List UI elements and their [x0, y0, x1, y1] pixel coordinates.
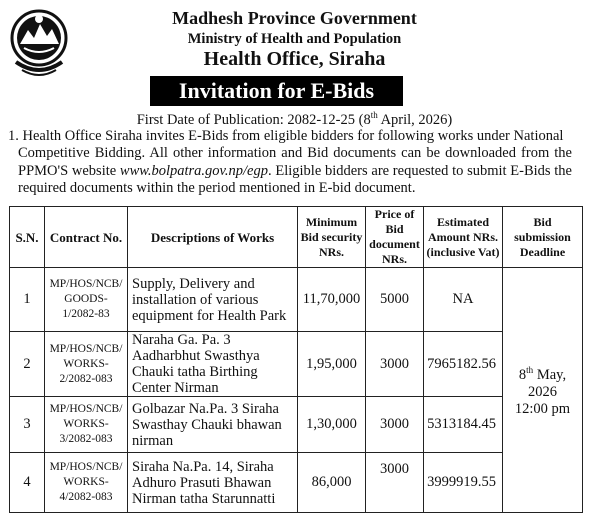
row-security: 1,95,000: [298, 332, 366, 397]
row-sn: 2: [10, 332, 45, 397]
row-amount: 7965182.56: [424, 332, 503, 397]
ministry-title: Ministry of Health and Population: [187, 31, 402, 47]
row-contract: MP/HOS/NCB/ WORKS- 2/2082-083: [45, 332, 128, 397]
row-sn: 3: [10, 397, 45, 453]
header-price: Price of Bid document NRs.: [366, 207, 424, 268]
row-security: 1,30,000: [298, 397, 366, 453]
website-link[interactable]: www.bolpatra.gov.np/egp: [119, 162, 268, 179]
province-title: Madhesh Province Government: [172, 8, 417, 28]
row-amount: 3999919.55: [424, 453, 503, 513]
row-price: 3000: [366, 397, 424, 453]
row-amount: 5313184.45: [424, 397, 503, 453]
deadline-cell: 8th May, 2026 12:00 pm: [503, 268, 583, 513]
header-contract: Contract No.: [45, 207, 128, 268]
table-row: [10, 453, 583, 513]
notice-paragraph: 1. Health Office Siraha invites E-Bids from eligible bidders for following works under National Competitive Bidding. All other information and Bid documents can be downloaded from the PPMO'S website www.bolpatra.gov.np/egp. Eligible bidders are requested to submit E-Bids the required documents within the period mentioned in E-bid document.: [8, 128, 572, 197]
row-security: 86,000: [298, 453, 366, 513]
table-row: [10, 397, 583, 453]
row-contract: MP/HOS/NCB/ GOODS- 1/2082-83: [45, 268, 128, 332]
table-row: [10, 268, 583, 332]
table-header-row: [10, 207, 583, 268]
header-security: Minimum Bid security NRs.: [298, 207, 366, 268]
row-price: 3000: [366, 332, 424, 397]
publication-date: First Date of Publication: 2082-12-25 (8th April, 2026): [136, 110, 453, 128]
row-description: Naraha Ga. Pa. 3 Aadharbhut Swasthya Chauki tatha Birthing Center Nirman: [128, 332, 298, 397]
row-contract: MP/HOS/NCB/ WORKS- 3/2082-083: [45, 397, 128, 453]
row-price: 5000: [366, 268, 424, 332]
header-description: Descriptions of Works: [128, 207, 298, 268]
row-sn: 1: [10, 268, 45, 332]
row-description: Golbazar Na.Pa. 3 Siraha Swasthay Chauki bhawan nirman: [128, 397, 298, 453]
row-amount: NA: [424, 268, 503, 332]
row-security: 11,70,000: [298, 268, 366, 332]
row-description: Siraha Na.Pa. 14, Siraha Adhuro Prasuti Bhawan Nirman tatha Starunnatti: [128, 453, 298, 513]
row-price: 3000: [366, 453, 424, 513]
row-description: Supply, Delivery and installation of various equipment for Health Park: [128, 268, 298, 332]
table-row: [10, 332, 583, 397]
header-estimated: Estimated Amount NRs. (inclusive Vat): [424, 207, 503, 268]
header-sn: S.N.: [10, 207, 45, 268]
bids-table: [9, 206, 583, 513]
row-contract: MP/HOS/NCB/ WORKS- 4/2082-083: [45, 453, 128, 513]
office-title: Health Office, Siraha: [203, 48, 386, 70]
header-deadline: Bid submission Deadline: [503, 207, 583, 268]
row-sn: 4: [10, 453, 45, 513]
notice-banner: Invitation for E-Bids: [150, 76, 403, 106]
